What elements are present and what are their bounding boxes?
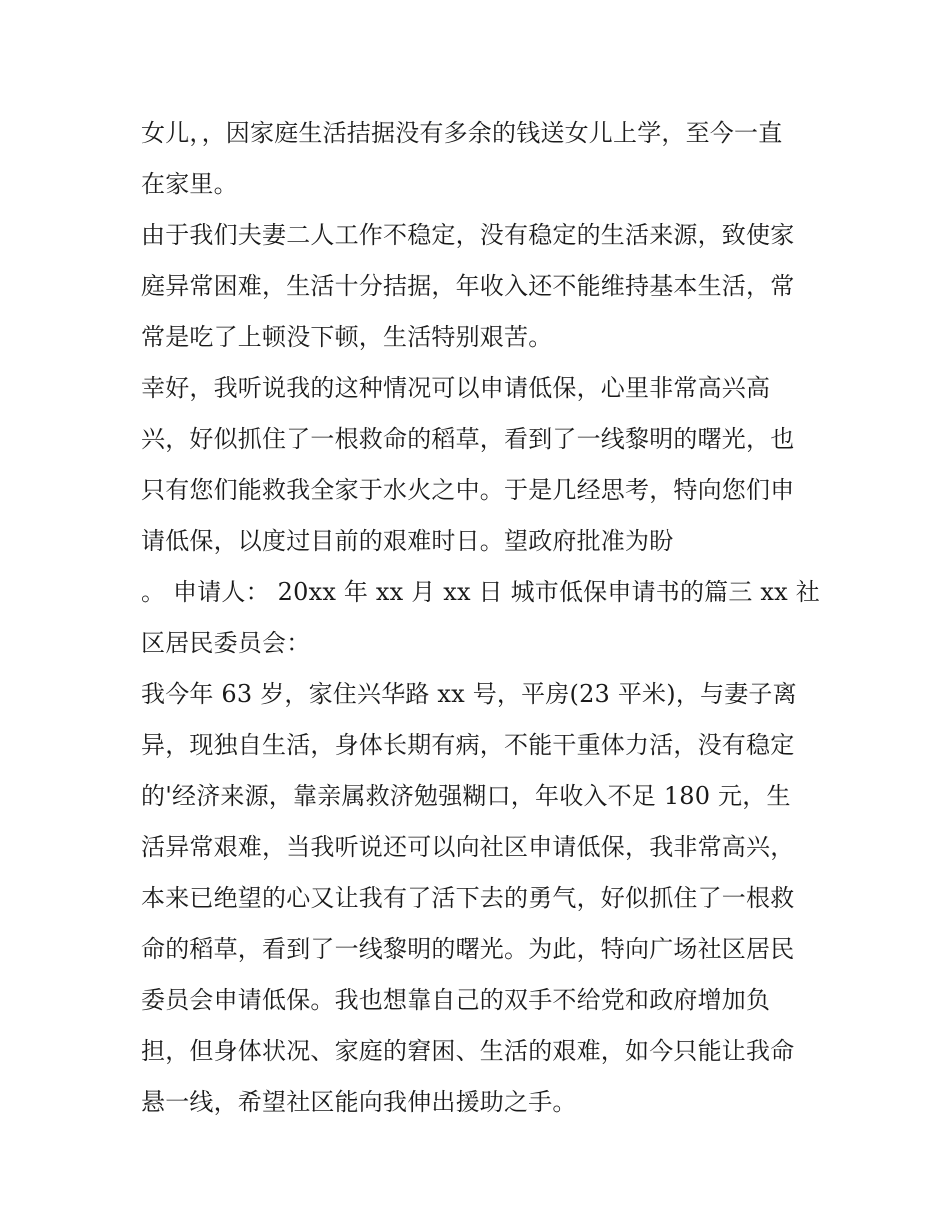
text-line: 请低保，以度过目前的艰难时日。望政府批准为盼	[141, 527, 674, 555]
text-line: 只有您们能救我全家于水火之中。于是几经思考，特向您们申	[141, 476, 795, 504]
text-line: 兴，好似抓住了一根救命的稻草，看到了一线黎明的曙光，也	[141, 425, 795, 453]
text-line: 幸好，我听说我的这种情况可以申请低保，心里非常高兴高	[141, 374, 771, 402]
text-line: 常是吃了上顿没下顿，生活特别艰苦。	[141, 323, 553, 351]
text-line: 区居民委员会：	[141, 629, 311, 657]
text-line: 在家里。	[141, 170, 238, 198]
text-line: 担，但身体状况、家庭的窘困、生活的艰难，如今只能让我命	[141, 1037, 795, 1065]
text-line: 。 申请人： 20xx 年 xx 月 xx 日 城市低保申请书的篇三 xx 社	[141, 578, 820, 606]
text-line: 命的稻草，看到了一线黎明的曙光。为此，特向广场社区居民	[141, 935, 795, 963]
text-line: 的'经济来源，靠亲属救济勉强糊口，年收入不足 180 元，生	[141, 782, 791, 810]
text-line: 异，现独自生活，身体长期有病，不能干重体力活，没有稳定	[141, 731, 795, 759]
text-line: 本来已绝望的心又让我有了活下去的勇气，好似抓住了一根救	[141, 884, 795, 912]
text-line: 女儿，，因家庭生活拮据没有多余的钱送女儿上学，至今一直	[141, 119, 783, 147]
text-line: 悬一线，希望社区能向我伸出援助之手。	[141, 1088, 577, 1116]
text-line: 活异常艰难，当我听说还可以向社区申请低保，我非常高兴，	[141, 833, 795, 861]
text-line: 我今年 63 岁，家住兴华路 xx 号，平房(23 平米)，与妻子离	[141, 680, 797, 708]
text-line: 由于我们夫妻二人工作不稳定，没有稳定的生活来源，致使家	[141, 221, 795, 249]
text-line: 委员会申请低保。我也想靠自己的双手不给党和政府增加负	[141, 986, 771, 1014]
document-body	[141, 108, 821, 1128]
text-line: 庭异常困难，生活十分拮据，年收入还不能维持基本生活，常	[141, 272, 795, 300]
